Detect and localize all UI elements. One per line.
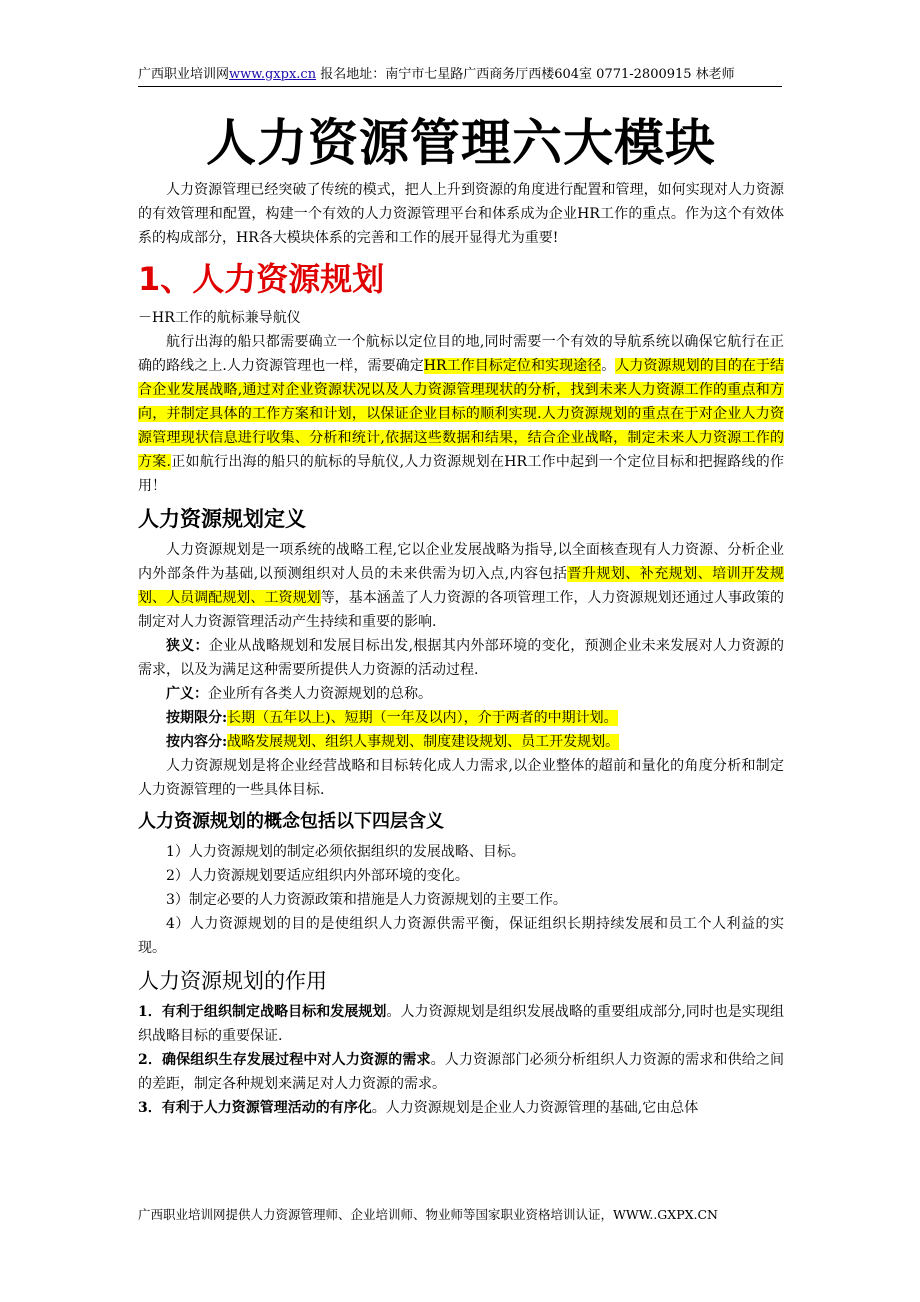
highlighted-text: 人力资源规划的目的在于结合企业发展战略,通过对企业资源状况以及人力资源管理现状的分析，找到未来人力资源工作的重点和方向，并制定具体的工作方案和计划，以保证企业目标的顺利实现.人力资源规划的重点在于对企业人力资源管理现状信息进行收集、分析和统计,依据这些数据和结果，结合企业战略，制定未来人力资源工作的方案. bbox=[138, 358, 785, 470]
text-run: 航行出海的船只都需要确立一个航标以定位目的地,同时需要一个有效的导航系统以确保它航行在正确的路线之上.人力资源管理也一样，需要确定 bbox=[138, 334, 784, 374]
section-1-paragraph bbox=[138, 330, 784, 498]
term-classification bbox=[138, 706, 784, 730]
list-item bbox=[138, 1000, 784, 1048]
document-body bbox=[138, 108, 784, 1120]
highlighted-text: HR工作目标定位和实现途径 bbox=[423, 358, 602, 374]
role-lead: 1．有利于组织制定战略目标和发展规划 bbox=[138, 1004, 387, 1020]
narrow-text: 企业从战略规划和发展目标出发,根据其内外部环境的变化，预测企业未来发展对人力资源的需求，以及为满足这种需要所提供人力资源的活动过程. bbox=[138, 638, 785, 678]
list-item: 4）人力资源规划的目的是使组织人力资源供需平衡，保证组织长期持续发展和员工个人利益的实现。 bbox=[138, 916, 784, 956]
text-run: 等，基本涵盖了人力资源的各项管理工作，人力资源规划还通过人事政策的制定对人力资源管理活动产生持续和重要的影响. bbox=[138, 590, 784, 630]
header-address: 报名地址：南宁市七星路广西商务厅西楼604室 0771-2800915 林老师 bbox=[316, 67, 735, 82]
section-1-heading: 1、人力资源规划 bbox=[138, 260, 385, 298]
term-text: 长期（五年以上)、短期（一年及以内），介于两者的中期计划。 bbox=[227, 710, 618, 726]
broad-text: 企业所有各类人力资源规划的总称。 bbox=[208, 686, 432, 702]
narrow-label: 狭义： bbox=[166, 638, 209, 654]
broad-label: 广义： bbox=[166, 686, 208, 702]
definition-closing: 人力资源规划是将企业经营战略和目标转化成人力需求,以企业整体的超前和量化的角度分析和制定人力资源管理的一些具体目标. bbox=[138, 758, 784, 798]
intro-paragraph: 人力资源管理已经突破了传统的模式，把人上升到资源的角度进行配置和管理，如何实现对人力资源的有效管理和配置，构建一个有效的人力资源管理平台和体系成为企业HR工作的重点。作为这个有效体系的构成部分，HR各大模块体系的完善和工作的展开显得尤为重要! bbox=[138, 182, 784, 246]
definition-heading: 人力资源规划定义 bbox=[138, 507, 306, 531]
content-text: 战略发展规划、组织人事规划、制度建设规划、员工开发规划。 bbox=[227, 734, 620, 750]
section-1-subtitle: －HR工作的航标兼导航仪 bbox=[138, 310, 301, 326]
role-lead: 2．确保组织生存发展过程中对人力资源的需求 bbox=[138, 1052, 431, 1068]
concept-heading: 人力资源规划的概念包括以下四层含义 bbox=[138, 811, 444, 832]
text-run: 。 bbox=[601, 358, 616, 374]
content-classification bbox=[138, 730, 784, 754]
content-label: 按内容分: bbox=[166, 734, 228, 750]
header-site-name: 广西职业培训网 bbox=[138, 67, 230, 82]
header-url-link[interactable]: www.gxpx.cn bbox=[229, 67, 317, 82]
narrow-definition bbox=[138, 634, 784, 682]
list-item: 2）人力资源规划要适应组织内外部环境的变化。 bbox=[166, 868, 469, 884]
definition-paragraph bbox=[138, 538, 784, 634]
text-run: 人力资源规划是一项系统的战略工程,它以企业发展战略为指导,以全面核查现有人力资源、分析企业内外部条件为基础,以预测组织对人员的未来供需为切入点,内容包括 bbox=[138, 542, 784, 582]
list-item: 3）制定必要的人力资源政策和措施是人力资源规划的主要工作。 bbox=[166, 892, 567, 908]
page-header bbox=[138, 66, 782, 84]
role-lead: 3．有利于人力资源管理活动的有序化 bbox=[138, 1100, 372, 1116]
role-text: 。人力资源部门必须分析组织人力资源的需求和供给之间的差距，制定各种规划来满足对人力资源的需求。 bbox=[138, 1052, 785, 1092]
text-run: 正如航行出海的船只的航标的导航仪,人力资源规划在HR工作中起到一个定位目标和把握路线的作用！ bbox=[138, 454, 784, 494]
role-text: 。人力资源规划是组织发展战略的重要组成部分,同时也是实现组织战略目标的重要保证. bbox=[138, 1004, 784, 1044]
role-text: 。人力资源规划是企业人力资源管理的基础,它由总体 bbox=[371, 1100, 699, 1116]
header-divider bbox=[138, 86, 782, 87]
list-item bbox=[138, 1096, 784, 1120]
term-label: 按期限分: bbox=[166, 710, 228, 726]
broad-definition bbox=[138, 682, 784, 706]
list-item: 1）人力资源规划的制定必须依据组织的发展战略、目标。 bbox=[166, 844, 525, 860]
highlighted-text: 晋升规划、补充规划、培训开发规划、人员调配规划、工资规划 bbox=[138, 566, 784, 606]
page-title: 人力资源管理六大模块 bbox=[206, 114, 716, 172]
page-footer: 广西职业培训网提供人力资源管理师、企业培训师、物业师等国家职业资格培训认证，WWW..GXPX.CN bbox=[138, 1207, 718, 1222]
list-item bbox=[138, 1048, 784, 1096]
role-heading: 人力资源规划的作用 bbox=[138, 969, 327, 993]
